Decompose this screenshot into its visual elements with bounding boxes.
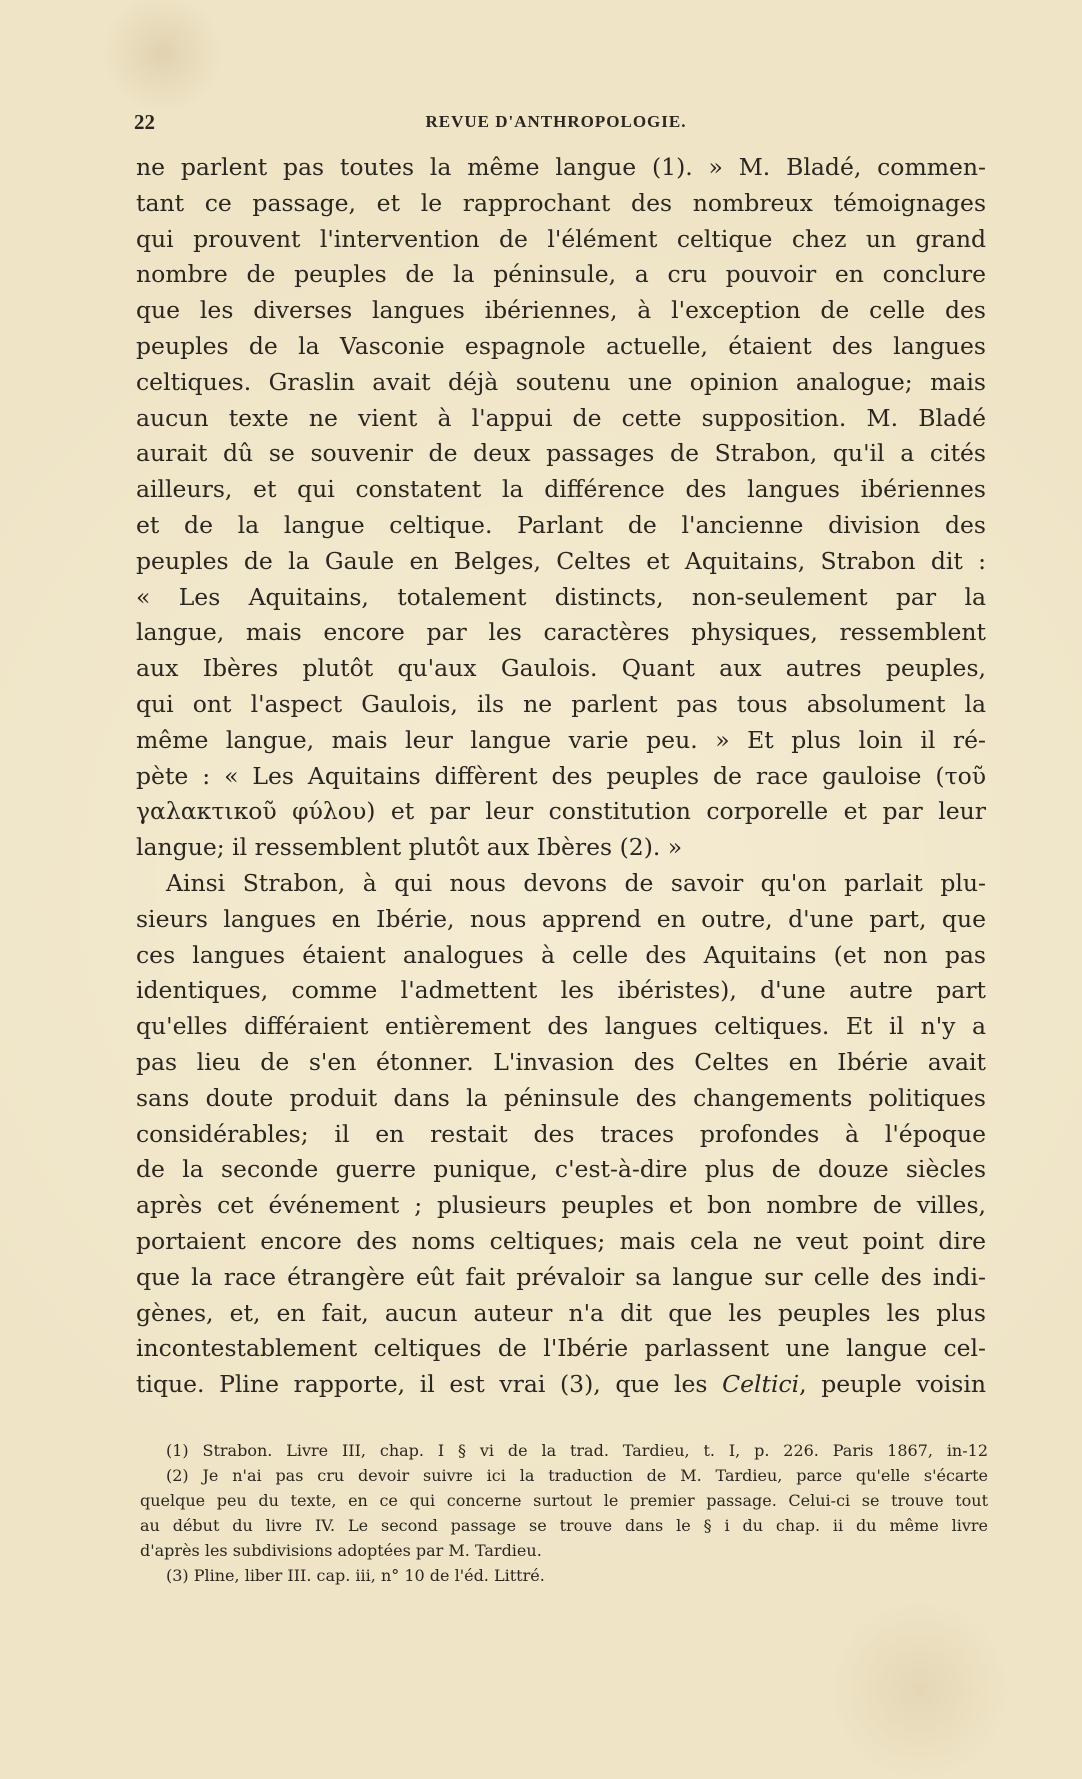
text-line: de la seconde guerre punique, c'est-à-dire plus de douze siècles [136,1155,986,1184]
text-line: nombre de peuples de la péninsule, a cru pouvoir en conclure [136,260,986,289]
footnote-2-cont: d'après les subdivisions adoptées par M. Tardieu. [140,1541,542,1560]
text-line: considérables; il en restait des traces profondes à l'époque [136,1119,986,1148]
footnote-1: (1) Strabon. Livre III, chap. I § vi de la trad. Tardieu, t. I, p. 226. Paris 1867, in-12 [166,1441,988,1460]
text-line: ne parlent pas toutes la même langue (1). » M. Bladé, commen- [136,153,986,181]
last-line-start: tique. Pline rapporte, il est vrai (3), que les [136,1370,723,1399]
footnote-2-cont: au début du livre IV. Le second passage se trouve dans le § i du chap. ii du même livre [140,1516,988,1535]
text-line: sieurs langues en Ibérie, nous apprend en outre, d'une part, que [136,904,986,933]
text-line: qui prouvent l'intervention de l'élément celtique chez un grand [136,224,986,253]
text-line: qu'elles différaient entièrement des langues celtiques. Et il n'y a [136,1012,986,1041]
text-line: après cet événement ; plusieurs peuples et bon nombre de villes, [136,1191,986,1220]
text-line: aurait dû se souvenir de deux passages de Strabon, qu'il a cités [136,439,986,468]
text-line: langue; il ressemblent plutôt aux Ibères (2). » [136,833,683,862]
footnote-3: (3) Pline, liber III. cap. iii, n° 10 de l'éd. Littré. [166,1566,545,1585]
running-title: REVUE D'ANTHROPOLOGIE. [425,112,687,131]
paragraph-start-line: Ainsi Strabon, à qui nous devons de savoir qu'on parlait plu- [166,868,986,897]
text-line: aucun texte ne vient à l'appui de cette supposition. M. Bladé [136,403,986,432]
last-line-end: , peuple voisin [799,1370,987,1399]
footnotes [140,1438,988,1588]
text-line: et de la langue celtique. Parlant de l'ancienne division des [136,510,986,539]
text-line: qui ont l'aspect Gaulois, ils ne parlent pas tous absolument la [136,689,986,718]
text-line: pas lieu de s'en étonner. L'invasion des Celtes en Ibérie avait [136,1047,986,1076]
text-line: que les diverses langues ibériennes, à l'exception de celle des [136,296,986,325]
footnote-2-cont: quelque peu du texte, en ce qui concerne surtout le premier passage. Celui-ci se trouve tout [140,1491,988,1510]
text-line: incontestablement celtiques de l'Ibérie parlassent une langue cel- [136,1334,986,1363]
text-line: ces langues étaient analogues à celle des Aquitains (et non pas [136,940,986,969]
text-line: aux Ibères plutôt qu'aux Gaulois. Quant aux autres peuples, [136,654,986,683]
text-line: gènes, et, en fait, aucun auteur n'a dit que les peuples les plus [136,1298,986,1327]
footnote-2: (2) Je n'ai pas cru devoir suivre ici la traduction de M. Tardieu, parce qu'elle s'écarte [166,1466,988,1485]
text-line: « Les Aquitains, totalement distincts, non-seulement par la [136,582,986,611]
text-line: pète : « Les Aquitains diffèrent des peuples de race gauloise (τοῦ [136,761,986,790]
page-number: 22 [134,110,155,134]
body-text [136,150,986,1403]
text-line: celtiques. Graslin avait déjà soutenu une opinion analogue; mais [136,367,986,396]
text-line: langue, mais encore par les caractères physiques, ressemblent [136,618,986,647]
last-text-line [136,1367,986,1403]
page-header [134,110,978,138]
text-line: ailleurs, et qui constatent la différence des langues ibériennes [136,475,986,504]
text-line: peuples de la Gaule en Belges, Celtes et Aquitains, Strabon dit : [136,546,986,575]
text-line: sans doute produit dans la péninsule des changements politiques [136,1083,986,1112]
text-line: portaient encore des noms celtiques; mais cela ne veut point dire [136,1226,986,1255]
text-line: identiques, comme l'admettent les ibéristes), d'une autre part [136,976,986,1005]
italic-term-celtici: Celtici [722,1370,800,1399]
text-line: tant ce passage, et le rapprochant des nombreux témoignages [136,188,986,217]
text-line: que la race étrangère eût fait prévaloir sa langue sur celle des indi- [136,1262,986,1291]
text-line: peuples de la Vasconie espagnole actuelle, étaient des langues [136,331,986,360]
text-line: γαλακτικοῦ φύλου) et par leur constitution corporelle et par leur [136,797,986,826]
text-line: même langue, mais leur langue varie peu. » Et plus loin il ré- [136,725,986,754]
